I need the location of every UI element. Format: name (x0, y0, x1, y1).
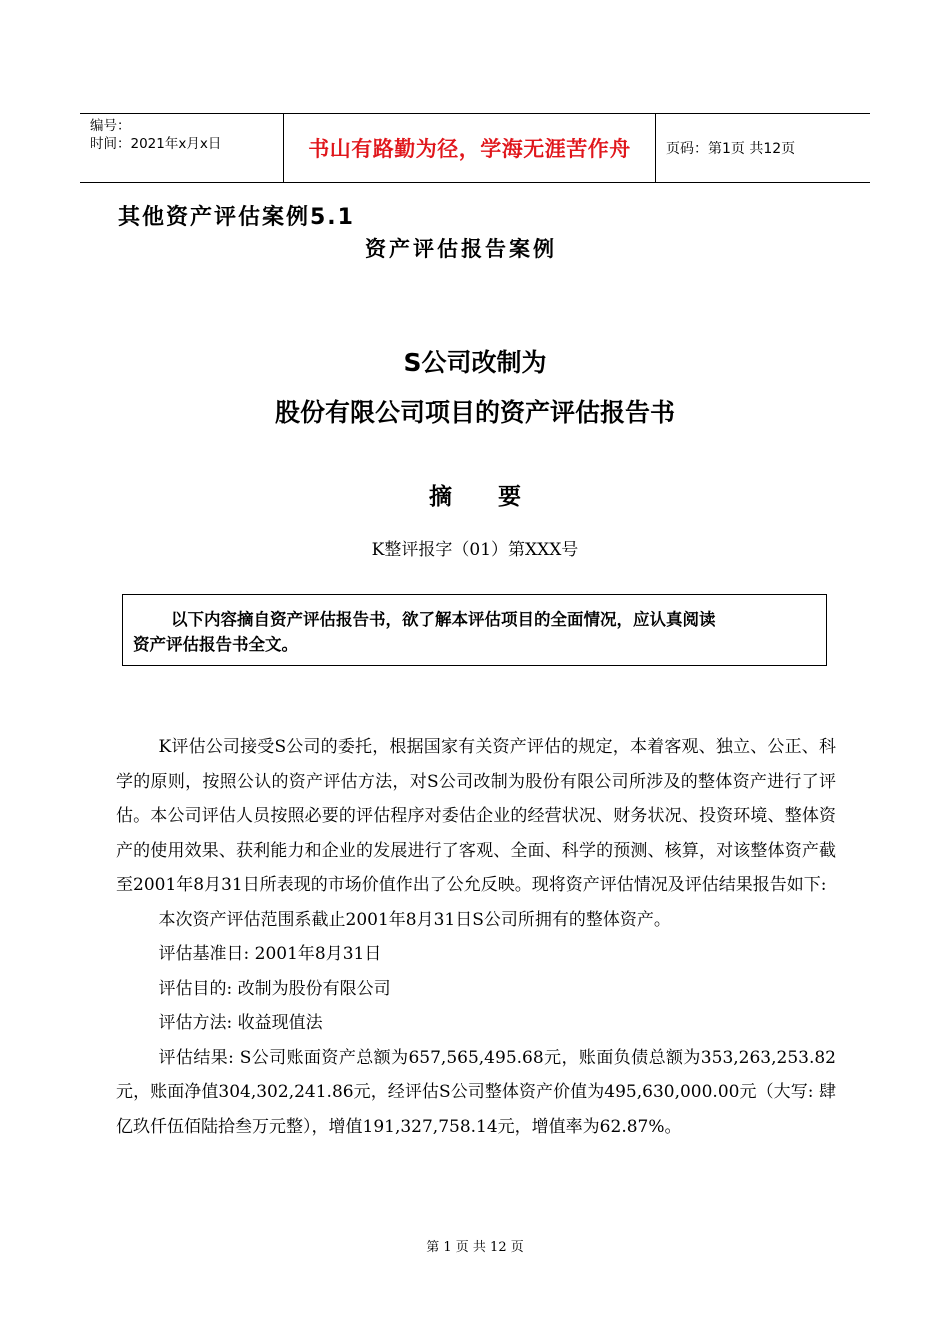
header-meta (80, 114, 283, 182)
report-body (116, 730, 836, 1144)
report-title-line1: S公司改制为 (403, 348, 547, 377)
page-footer: 第 1 页 共 12 页 (426, 1240, 524, 1255)
summary-heading: 摘要 (429, 484, 567, 510)
document-number: K整评报字（01）第XXX号 (371, 540, 579, 560)
case-subtitle: 资产评估报告案例 (365, 237, 557, 261)
body-paragraph-base-date: 评估基准日: 2001年8月31日 (158, 944, 382, 964)
body-paragraph-purpose: 评估目的: 改制为股份有限公司 (158, 978, 391, 999)
report-title-line2: 股份有限公司项目的资产评估报告书 (274, 398, 675, 427)
body-paragraph-scope: 本次资产评估范围系截止2001年8月31日S公司所拥有的整体资产。 (158, 909, 671, 930)
header-motto: 书山有路勤为径，学海无涯苦作舟 (283, 114, 656, 182)
time-label: 时间：2021年x月x日 (90, 136, 222, 152)
notice-line1: 以下内容摘自资产评估报告书，欲了解本评估项目的全面情况，应认真阅读 (170, 610, 716, 629)
number-label: 编号： (90, 118, 131, 134)
page-header (80, 113, 870, 183)
body-paragraph-intro: K评估公司接受S公司的委托，根据国家有关资产评估的规定，本着客观、独立、公正、科学的原则，按照公认的资产评估方法，对S公司改制为股份有限公司所涉及的整体资产进行了评估。本公司评估人员按照必要的评估程序对委估企业的经营状况、财务状况、投资环境、整体资产的使用效果、获利能力和企业的发展进行了客观、全面、科学的预测、核算，对该整体资产截至2001年8月31日所表现的市场价值作出了公允反映。现将资产评估情况及评估结果报告如下: (116, 737, 836, 895)
header-page-info: 页码：第1页 共12页 (666, 141, 796, 157)
case-title: 其他资产评估案例5.1 (118, 205, 355, 230)
notice-box (122, 594, 827, 666)
notice-line2: 资产评估报告书全文。 (133, 635, 298, 654)
body-paragraph-method: 评估方法: 收益现值法 (158, 1013, 323, 1033)
body-paragraph-result: 评估结果: S公司账面资产总额为657,565,495.68元，账面负债总额为353,263,253.82元，账面净值304,302,241.86元，经评估S公司整体资产价值为495,630,000.00元（大写: 肆亿玖仟伍佰陆拾叁万元整），增值191,327,758.14元，增值率为62.87%。 (116, 1047, 836, 1137)
